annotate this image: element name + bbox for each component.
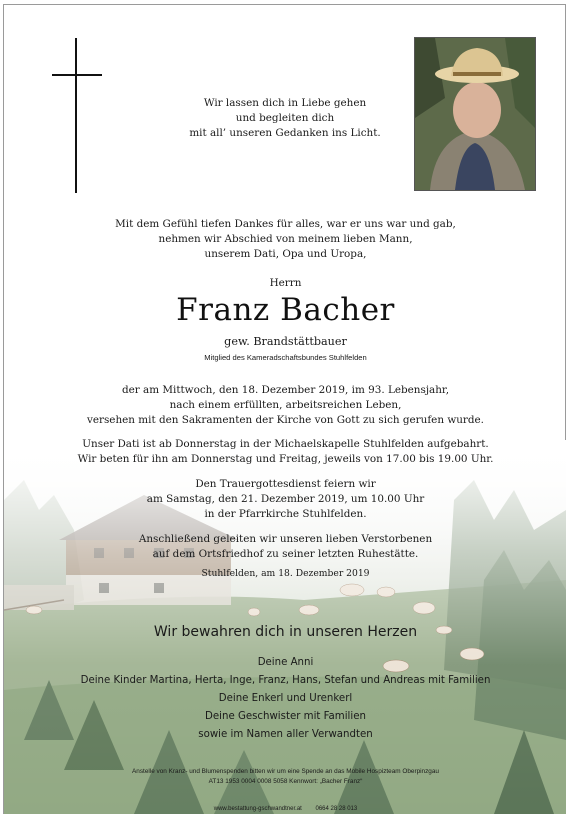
phone-number: 0664 28 28 013 [315,806,358,812]
death-notice [0,383,571,428]
portrait-photo [414,37,536,191]
burial-line: auf dem Ortsfriedhof zu seiner letzten Ruhestätte. [152,548,419,560]
birth-name: gew. Brandstättbauer [224,335,347,348]
service-line: in der Pfarrkirche Stuhlfelden. [204,508,367,520]
burial-info [0,532,571,562]
death-line: nach einem erfüllten, arbeitsreichen Leben, [169,399,402,411]
place-date: Stuhlfelden, am 18. Dezember 2019 [201,568,370,579]
motto: Wir bewahren dich in unseren Herzen [153,624,418,640]
intro-verse [185,96,385,141]
thanks-line: unserem Dati, Opa und Uropa, [204,248,367,260]
salutation: Herrn [269,277,302,289]
mourner-line: Deine Anni [257,657,314,668]
membership: Mitglied des Kameradschaftsbundes Stuhlfelden [204,353,367,362]
thanks-paragraph [0,217,571,262]
mourner-line: Deine Kinder Martina, Herta, Inge, Franz, Hans, Stefan und Andreas mit Familien [80,675,491,686]
donation-line: Anstelle von Kranz- und Blumenspenden bitten wir um eine Spende an das Mobile Hospizteam Oberpinzgau [132,768,439,775]
cross-icon [52,38,102,193]
funeral-home-contact [0,806,571,812]
thanks-line: Mit dem Gefühl tiefen Dankes für alles, war er uns war und gab, [115,218,456,230]
intro-line: und begleiten dich [235,112,335,124]
intro-line: Wir lassen dich in Liebe gehen [203,97,367,109]
death-line: versehen mit den Sakramenten der Kirche von Gott zu sich gerufen wurde. [86,414,484,426]
lying-in-state [0,437,571,467]
intro-line: mit all’ unseren Gedanken ins Licht. [189,127,381,139]
donation-line: AT13 1953 0004 0008 5058 Kennwort: „Bacher Franz“ [208,778,363,785]
death-line: der am Mittwoch, den 18. Dezember 2019, im 93. Lebensjahr, [121,384,450,396]
lying-line: Unser Dati ist ab Donnerstag in der Michaelskapelle Stuhlfelden aufgebahrt. [82,438,489,450]
website-link[interactable]: www.bestattung-gschwandtner.at [213,806,302,812]
mourner-line: sowie im Namen aller Verwandten [198,729,373,740]
funeral-service [0,477,571,522]
mourner-line: Deine Geschwister mit Familien [205,711,366,722]
lying-line: Wir beten für ihn am Donnerstag und Freitag, jeweils von 17.00 bis 19.00 Uhr. [77,453,494,465]
burial-line: Anschließend geleiten wir unseren lieben Verstorbenen [138,533,433,545]
mourner-line: Deine Enkerl und Urenkerl [218,693,353,704]
mourners-list [0,654,571,744]
service-line: Den Trauergottesdienst feiern wir [195,478,376,490]
deceased-name: Franz Bacher [176,292,395,328]
donation-note [0,767,571,787]
thanks-line: nehmen wir Abschied von meinem lieben Mann, [158,233,413,245]
service-line: am Samstag, den 21. Dezember 2019, um 10.00 Uhr [146,493,425,505]
